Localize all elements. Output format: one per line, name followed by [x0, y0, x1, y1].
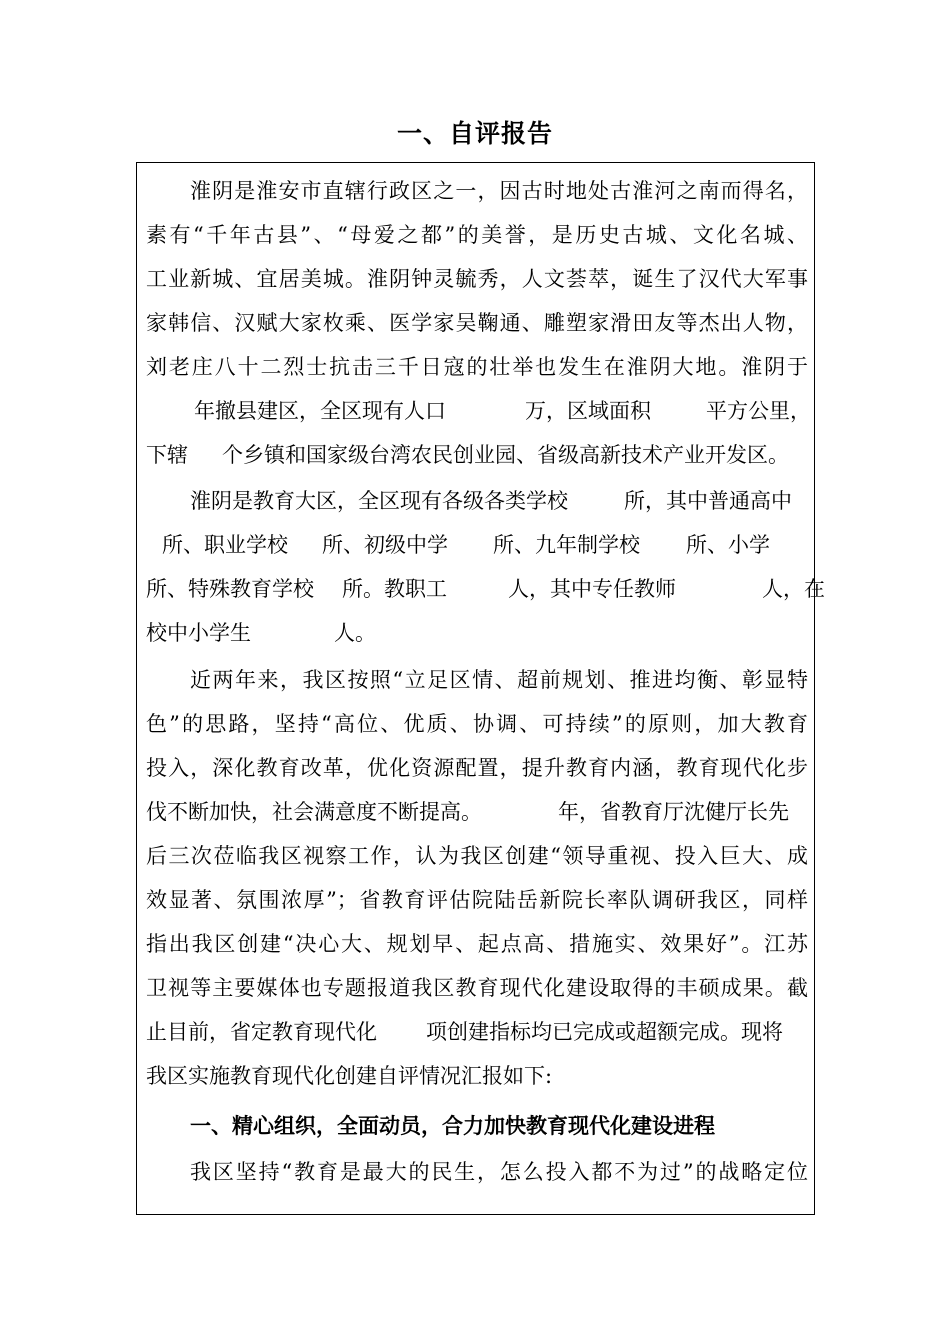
text-line — [146, 523, 808, 567]
text-line — [146, 790, 808, 834]
text-segment: 止目前，省定教育现代化 — [146, 1020, 377, 1044]
text-line — [146, 479, 808, 523]
text-segment: 平方公里， — [706, 399, 811, 423]
text-segment: 人，其中专任教师 — [508, 577, 676, 601]
text-segment: 伐不断加快，社会满意度不断提高。 — [146, 800, 482, 824]
text-line — [146, 567, 825, 611]
text-line — [146, 389, 811, 433]
text-line: 我区实施教育现代化创建自评情况汇报如下: — [146, 1064, 553, 1088]
text-line: 卫视等主要媒体也专题报道我区教育现代化建设取得的丰硕成果。截 — [146, 976, 808, 1000]
text-line: 近两年来，我区按照“立足区情、超前规划、推进均衡、彰显特 — [190, 668, 808, 692]
text-segment: 校中小学生 — [146, 621, 251, 645]
text-segment: 所，其中普通高中 — [624, 489, 792, 513]
section-heading: 一、精心组织，全面动员，合力加快教育现代化建设进程 — [190, 1114, 715, 1138]
text-segment: 所、初级中学 — [322, 533, 448, 557]
text-line: 投入，深化教育改革，优化资源配置，提升教育内涵，教育现代化步 — [146, 756, 808, 780]
text-segment: 年，省教育厅沈健厅长先 — [558, 800, 789, 824]
text-line: 指出我区创建“决心大、规划早、起点高、措施实、效果好”。江苏 — [146, 932, 808, 956]
text-line — [146, 433, 808, 477]
text-segment: 所、特殊教育学校 — [146, 577, 314, 601]
text-line: 淮阴是淮安市直辖行政区之一，因古时地处古淮河之南而得名， — [190, 179, 808, 203]
text-segment: 个乡镇和国家级台湾农民创业园、省级高新技术产业开发区。 — [222, 443, 789, 467]
text-line: 家韩信、汉赋大家枚乘、医学家吴鞠通、雕塑家滑田友等杰出人物， — [146, 311, 808, 335]
text-line: 效显著、氛围浓厚”；省教育评估院陆岳新院长率队调研我区，同样 — [146, 888, 808, 912]
text-segment: 淮阴是教育大区，全区现有各级各类学校 — [190, 489, 568, 513]
text-segment: 所、小学 — [686, 533, 770, 557]
text-line: 刘老庄八十二烈士抗击三千日寇的壮举也发生在淮阴大地。淮阴于 — [146, 355, 808, 379]
text-line: 我区坚持“教育是最大的民生，怎么投入都不为过”的战略定位 — [190, 1160, 808, 1184]
text-segment: 人，在 — [762, 577, 825, 601]
text-line — [146, 1010, 808, 1054]
text-segment: 万，区域面积 — [525, 399, 651, 423]
text-segment: 所。教职工 — [342, 577, 447, 601]
text-segment: 人。 — [334, 621, 376, 645]
page-title: 一、自评报告 — [396, 119, 553, 148]
text-line: 色”的思路，坚持“高位、优质、协调、可持续”的原则，加大教育 — [146, 712, 808, 736]
text-line: 工业新城、宜居美城。淮阴钟灵毓秀，人文荟萃，诞生了汉代大军事 — [146, 267, 808, 291]
text-segment: 所、职业学校 — [162, 533, 288, 557]
text-segment: 所、九年制学校 — [493, 533, 640, 557]
text-segment: 年撤县建区，全区现有人口 — [194, 399, 446, 423]
text-line: 素有“千年古县”、“母爱之都”的美誉，是历史古城、文化名城、 — [146, 223, 808, 247]
text-line: 后三次莅临我区视察工作，认为我区创建“领导重视、投入巨大、成 — [146, 844, 808, 868]
text-line — [146, 611, 808, 655]
text-segment: 下辖 — [146, 443, 188, 467]
text-segment: 项创建指标均已完成或超额完成。现将 — [426, 1020, 783, 1044]
